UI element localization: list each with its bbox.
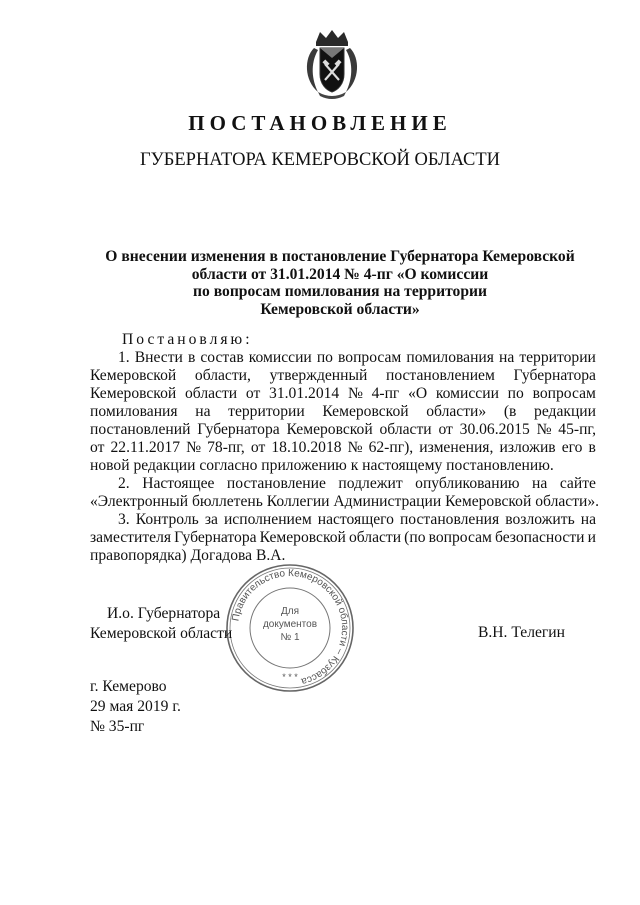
body-word: 30.06.2015	[459, 421, 530, 438]
body-word: Внести	[134, 349, 183, 366]
signatory-position	[90, 604, 232, 644]
body-word: от	[250, 439, 266, 456]
body-word: территории	[519, 349, 596, 366]
body-word: 31.01.2014	[269, 385, 340, 402]
body-word: №	[186, 439, 202, 456]
body-line	[90, 457, 596, 475]
body-word: «О	[408, 385, 428, 402]
body-word: Кемеровской	[322, 403, 409, 420]
body-line	[90, 421, 596, 439]
body-word: в	[187, 349, 196, 366]
body-line	[90, 511, 596, 529]
body-word: вопросам	[428, 529, 492, 546]
body-word: 18.10.2018	[271, 439, 342, 456]
position-line: Кемеровской области	[90, 625, 233, 642]
body-line	[90, 493, 600, 511]
body-word: области	[184, 385, 238, 402]
body-word: на	[498, 349, 515, 366]
body-word: Кемеровской	[286, 421, 373, 438]
body-word: 1.	[118, 349, 130, 366]
body-word: области,	[194, 367, 251, 384]
body-word: области»	[426, 403, 487, 420]
body-line	[90, 385, 596, 403]
body-line	[90, 367, 596, 385]
body-word: №	[347, 385, 363, 402]
official-stamp	[224, 562, 356, 694]
body-word: 22.11.2017	[110, 439, 181, 456]
body-word: 3.	[118, 511, 130, 528]
body-word: возложить	[505, 511, 575, 528]
kemerovo-coat-of-arms-icon	[300, 28, 364, 102]
body-word: изложив	[499, 439, 556, 456]
body-word: подлежит	[338, 475, 403, 492]
decree-word: Постановляю:	[122, 331, 253, 348]
body-line	[90, 439, 596, 457]
body-word: территории	[228, 403, 305, 420]
body-word: безопасности	[494, 529, 585, 546]
title-line: области от 31.01.2014 № 4-пг «О комиссии	[191, 265, 489, 283]
document-number: № 35-пг	[90, 718, 145, 735]
body-word: изменения,	[419, 439, 494, 456]
body-word: №	[536, 421, 552, 438]
body-word: постановлений	[90, 421, 191, 438]
body-word: настоящего	[317, 511, 394, 528]
body-word: 2.	[118, 475, 130, 492]
issuer: ГУБЕРНАТОРА КЕМЕРОВСКОЙ ОБЛАСТИ	[139, 150, 501, 170]
stamp-inner-line3: № 1	[280, 632, 300, 643]
body-word: Губернатора	[513, 367, 596, 384]
body-word: (в	[503, 403, 517, 420]
body-word: Кемеровской	[90, 385, 177, 402]
body-line	[90, 349, 596, 367]
body-word: вопросам	[338, 349, 402, 366]
body-word: помилования	[406, 349, 494, 366]
body-word: (по	[404, 529, 426, 546]
title-line: О внесении изменения в постановление Губернатора Кемеровской	[105, 248, 575, 265]
body-word: «Электронный бюллетень Коллегии Администрации Кемеровской области».	[90, 493, 600, 510]
body-word: и	[587, 529, 596, 546]
body-word: области	[379, 421, 432, 438]
body-word: от	[438, 421, 453, 438]
body-word: от	[245, 385, 261, 402]
body-word: Губернатора	[174, 529, 257, 546]
body-word: правопорядка) Догадова В.А.	[90, 547, 286, 564]
document-type: ПОСТАНОВЛЕНИЕ	[188, 111, 452, 135]
body-word: заместителя	[90, 529, 172, 546]
stamp-stars: * * *	[282, 672, 298, 682]
stamp-inner-line1: Для	[280, 606, 300, 617]
body-word: по	[507, 385, 524, 402]
body-word: постановления	[399, 511, 500, 528]
body-word: сайте	[559, 475, 596, 492]
document-footer	[90, 677, 181, 737]
body-word: Кемеровской	[259, 529, 346, 546]
body-word: помилования	[90, 403, 178, 420]
body-word: постановление	[226, 475, 326, 492]
body-word: Настоящее	[142, 475, 215, 492]
body-word: исполнением	[223, 511, 312, 528]
body-word: вопросам	[532, 385, 596, 402]
body-word: на	[580, 511, 596, 528]
body-word: за	[204, 511, 218, 528]
body-line	[90, 529, 596, 547]
body-word: его	[561, 439, 583, 456]
body-word: от	[90, 439, 105, 456]
body-word: состав	[200, 349, 244, 366]
body-line	[90, 475, 596, 493]
body-word: №	[347, 439, 363, 456]
body-word: Губернатора	[197, 421, 280, 438]
body-word: комиссии	[248, 349, 312, 366]
body-word: Кемеровской	[90, 367, 177, 384]
date: 29 мая 2019 г.	[90, 698, 181, 715]
body-word: области	[348, 529, 402, 546]
body-word: по	[316, 349, 333, 366]
document-body	[90, 349, 600, 565]
body-word: редакции	[534, 403, 596, 420]
stamp-inner-line2: документов	[262, 619, 318, 630]
body-word: 4-пг	[371, 385, 400, 402]
document-title	[90, 248, 590, 318]
body-word: в	[588, 439, 596, 456]
city: г. Кемерово	[90, 678, 167, 695]
body-word: 45-пг,	[558, 421, 596, 438]
body-word: опубликованию	[415, 475, 520, 492]
body-word: 62-пг),	[368, 439, 414, 456]
body-word: 78-пг,	[207, 439, 245, 456]
body-line	[90, 403, 596, 421]
body-word: новой редакции согласно приложению к настоящему постановлению.	[90, 457, 554, 474]
body-word: на	[195, 403, 211, 420]
signatory-name: В.Н. Телегин	[478, 624, 565, 641]
body-word: на	[532, 475, 548, 492]
stamp-outer-text: Правительство Кемеровской области – Кузбасса	[230, 567, 351, 687]
body-word: комиссии	[435, 385, 499, 402]
body-word: Контроль	[135, 511, 199, 528]
title-line: Кемеровской области»	[260, 300, 420, 318]
body-word: постановлением	[385, 367, 495, 384]
title-line: по вопросам помилования на территории	[193, 283, 487, 300]
position-line: И.о. Губернатора	[107, 605, 221, 622]
body-word: утвержденный	[269, 367, 368, 384]
